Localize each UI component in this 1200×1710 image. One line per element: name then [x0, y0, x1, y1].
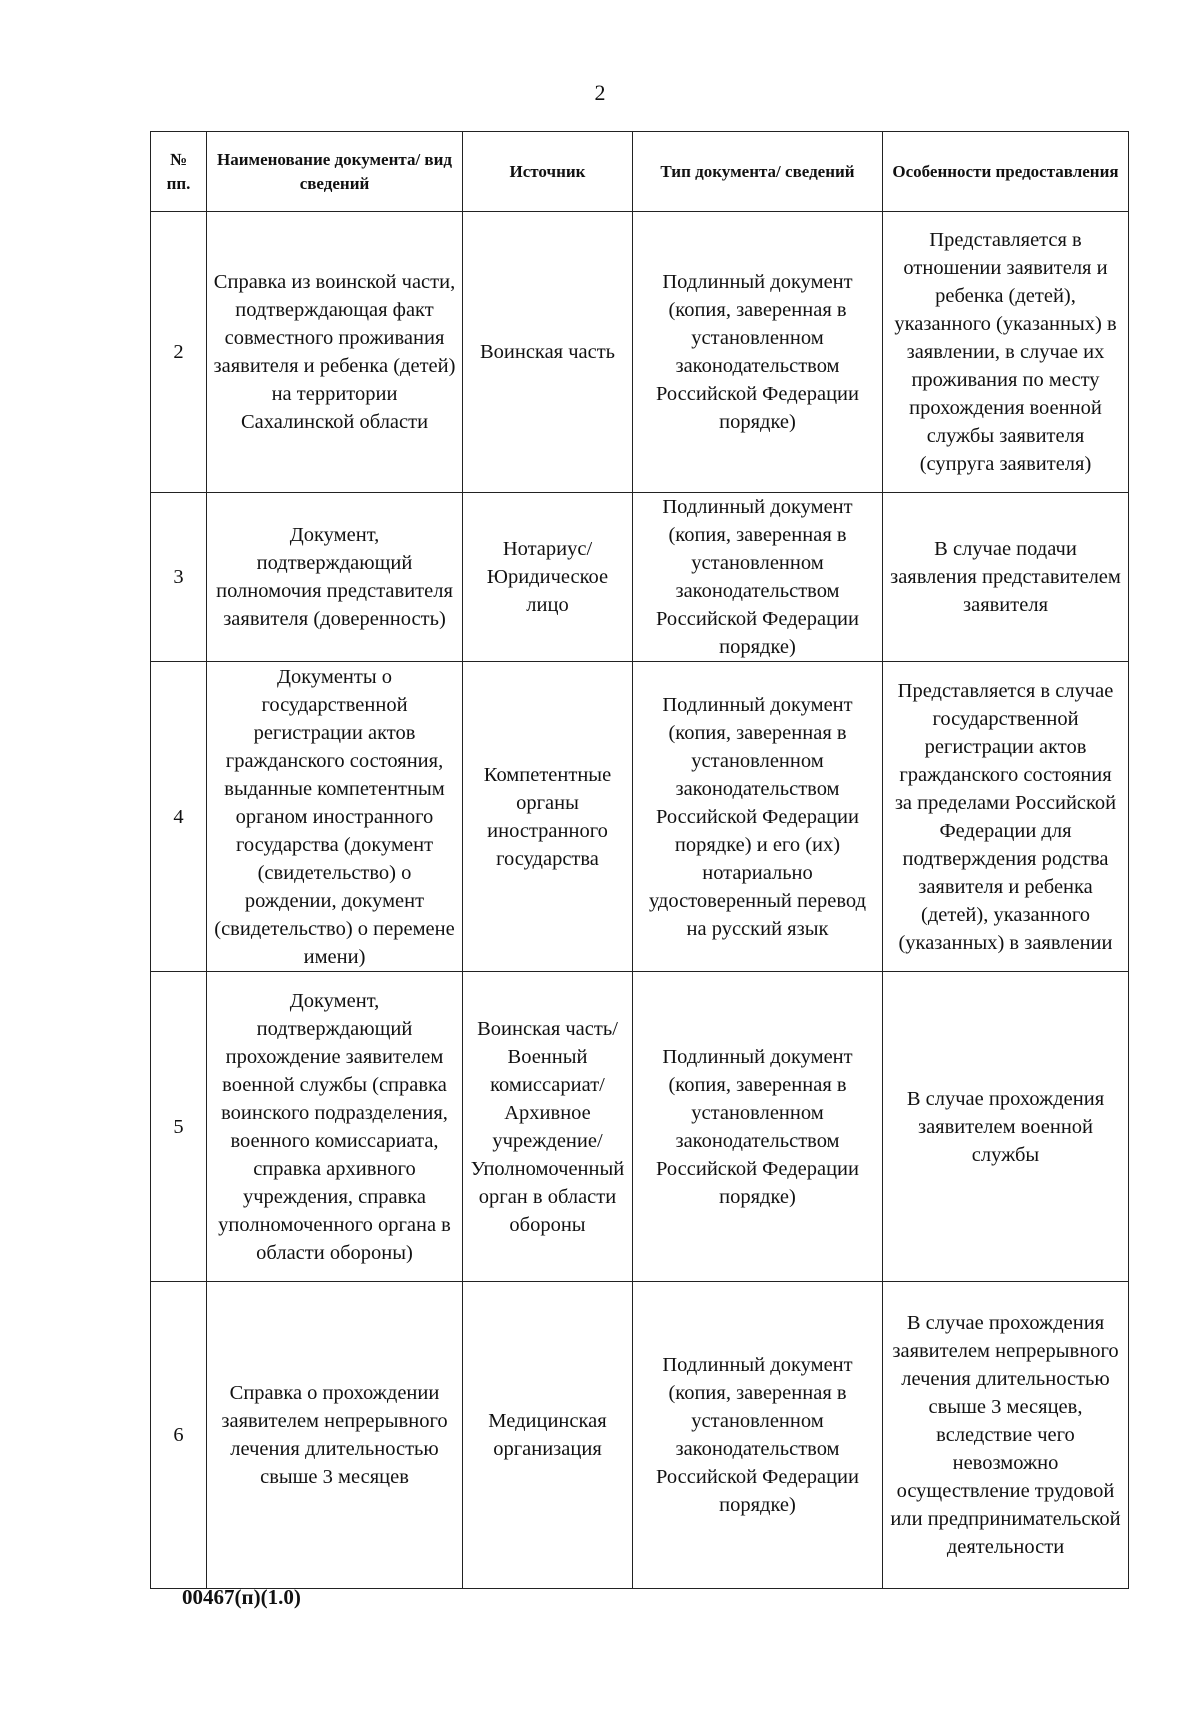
row-features: В случае подачи заявления представителем заявителя — [883, 493, 1129, 662]
row-document-name: Документ, подтверждающий полномочия представителя заявителя (доверенность) — [207, 493, 463, 662]
table-row — [151, 493, 1129, 662]
row-num: 4 — [151, 662, 207, 972]
table-header-row — [151, 132, 1129, 212]
row-num: 6 — [151, 1282, 207, 1589]
documents-table — [150, 131, 1129, 1589]
row-document-name: Документ, подтверждающий прохождение заявителем военной службы (справка воинского подразделения, военного комиссариата, справка архивного учреждения, справка уполномоченного органа в области обороны) — [207, 972, 463, 1282]
header-num: № пп. — [151, 132, 207, 212]
row-document-type: Подлинный документ (копия, заверенная в установленном законодательством Российской Федерации порядке) и его (их) нотариально удостоверенный перевод на русский язык — [633, 662, 883, 972]
header-document-name: Наименование документа/ вид сведений — [207, 132, 463, 212]
row-source: Нотариус/ Юридическое лицо — [463, 493, 633, 662]
row-features: Представляется в случае государственной регистрации актов гражданского состояния за пределами Российской Федерации для подтверждения родства заявителя и ребенка (детей), указанного (указанных) в заявлении — [883, 662, 1129, 972]
row-document-type: Подлинный документ (копия, заверенная в установленном законодательством Российской Федерации порядке) — [633, 1282, 883, 1589]
row-document-name: Документы о государственной регистрации актов гражданского состояния, выданные компетентным органом иностранного государства (документ (свидетельство) о рождении, документ (свидетельство) о перемене имени) — [207, 662, 463, 972]
row-document-type: Подлинный документ (копия, заверенная в установленном законодательством Российской Федерации порядке) — [633, 212, 883, 493]
row-source: Воинская часть — [463, 212, 633, 493]
document-code: 00467(п)(1.0) — [182, 1585, 301, 1609]
row-source: Компетентные органы иностранного государства — [463, 662, 633, 972]
table-row — [151, 662, 1129, 972]
header-document-type: Тип документа/ сведений — [633, 132, 883, 212]
row-num: 5 — [151, 972, 207, 1282]
row-num: 2 — [151, 212, 207, 493]
row-source: Воинская часть/ Военный комиссариат/ Архивное учреждение/ Уполномоченный орган в области обороны — [463, 972, 633, 1282]
row-features: В случае прохождения заявителем военной службы — [883, 972, 1129, 1282]
header-features: Особенности предоставления — [883, 132, 1129, 212]
row-document-name: Справка о прохождении заявителем непрерывного лечения длительностью свыше 3 месяцев — [207, 1282, 463, 1589]
table-row — [151, 972, 1129, 1282]
row-features: В случае прохождения заявителем непрерывного лечения длительностью свыше 3 месяцев, вследствие чего невозможно осуществление трудовой или предпринимательской деятельности — [883, 1282, 1129, 1589]
header-source: Источник — [463, 132, 633, 212]
row-document-name: Справка из воинской части, подтверждающая факт совместного проживания заявителя и ребенка (детей) на территории Сахалинской области — [207, 212, 463, 493]
page-number: 2 — [594, 80, 606, 105]
row-document-type: Подлинный документ (копия, заверенная в установленном законодательством Российской Федерации порядке) — [633, 493, 883, 662]
row-source: Медицинская организация — [463, 1282, 633, 1589]
table-row — [151, 212, 1129, 493]
row-document-type: Подлинный документ (копия, заверенная в установленном законодательством Российской Федерации порядке) — [633, 972, 883, 1282]
row-num: 3 — [151, 493, 207, 662]
table-row — [151, 1282, 1129, 1589]
row-features: Представляется в отношении заявителя и ребенка (детей), указанного (указанных) в заявлении, в случае их проживания по месту прохождения военной службы заявителя (супруга заявителя) — [883, 212, 1129, 493]
